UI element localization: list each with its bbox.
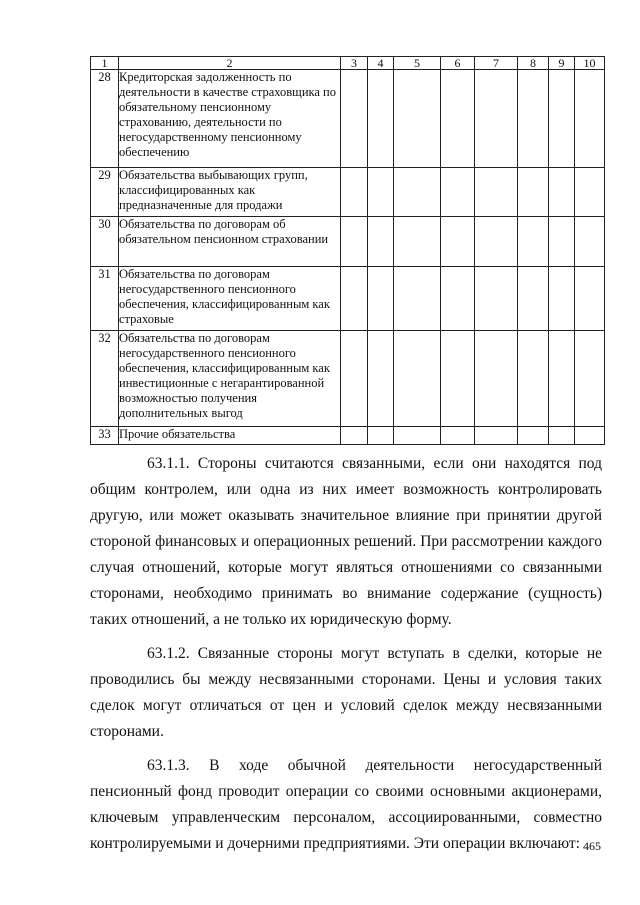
column-header: 8: [518, 57, 549, 70]
row-label: Обязательства по договорам негосударственного пенсионного обеспечения, классифицированным как страховые: [119, 267, 341, 331]
column-header: 3: [341, 57, 368, 70]
page-number: 465: [583, 839, 601, 853]
row-number: 32: [91, 331, 119, 427]
row-number: 33: [91, 427, 119, 445]
column-header: 1: [91, 57, 119, 70]
paragraph: 63.1.2. Связанные стороны могут вступать в сделки, которые не проводились бы между несвязанными сторонами. Цены и условия таких сделок могут отличаться от цен и условий сделок между несвязанными сторонами.: [90, 645, 602, 740]
column-header: 9: [549, 57, 575, 70]
row-label: Обязательства по договорам негосударственного пенсионного обеспечения, классифицированным как инвестиционные с негарантированной возможностью получения дополнительных выгод: [119, 331, 341, 427]
paragraph: 63.1.3. В ходе обычной деятельности негосударственный пенсионный фонд проводит операции со своими основными акционерами, ключевым управленческим персоналом, ассоциированными, совместно контролируемыми и дочерними предприятиями. Эти операции включают:: [90, 757, 602, 852]
column-header: 6: [441, 57, 475, 70]
column-header: 2: [119, 57, 341, 70]
row-number: 31: [91, 267, 119, 331]
body-text: [90, 451, 602, 857]
table-row: [91, 168, 605, 217]
table-row: [91, 427, 605, 445]
table-row: [91, 70, 605, 168]
row-label: Обязательства выбывающих групп, классифицированных как предназначенные для продажи: [119, 168, 341, 217]
column-header: 4: [368, 57, 394, 70]
column-header: 7: [475, 57, 518, 70]
row-number: 28: [91, 70, 119, 168]
row-label: Кредиторская задолженность по деятельности в качестве страховщика по обязательному пенсионному страхованию, деятельности по негосударственному пенсионному обеспечению: [119, 70, 341, 168]
table-header-row: [91, 57, 605, 70]
table-row: [91, 267, 605, 331]
column-header: 5: [394, 57, 441, 70]
table-row: [91, 331, 605, 427]
column-header: 10: [575, 57, 605, 70]
row-label: Обязательства по договорам об обязательном пенсионном страховании: [119, 217, 341, 267]
table-row: [91, 217, 605, 267]
row-label: Прочие обязательства: [119, 427, 341, 445]
liabilities-table: [90, 56, 605, 445]
paragraph: 63.1.1. Стороны считаются связанными, если они находятся под общим контролем, или одна из них имеет возможность контролировать другую, или может оказывать значительное влияние при принятии другой стороной финансовых и операционных решений. При рассмотрении каждого случая отношений, которые могут являться отношениями со связанными сторонами, необходимо принимать во внимание содержание (сущность) таких отношений, а не только их юридическую форму.: [90, 455, 602, 628]
row-number: 29: [91, 168, 119, 217]
row-number: 30: [91, 217, 119, 267]
